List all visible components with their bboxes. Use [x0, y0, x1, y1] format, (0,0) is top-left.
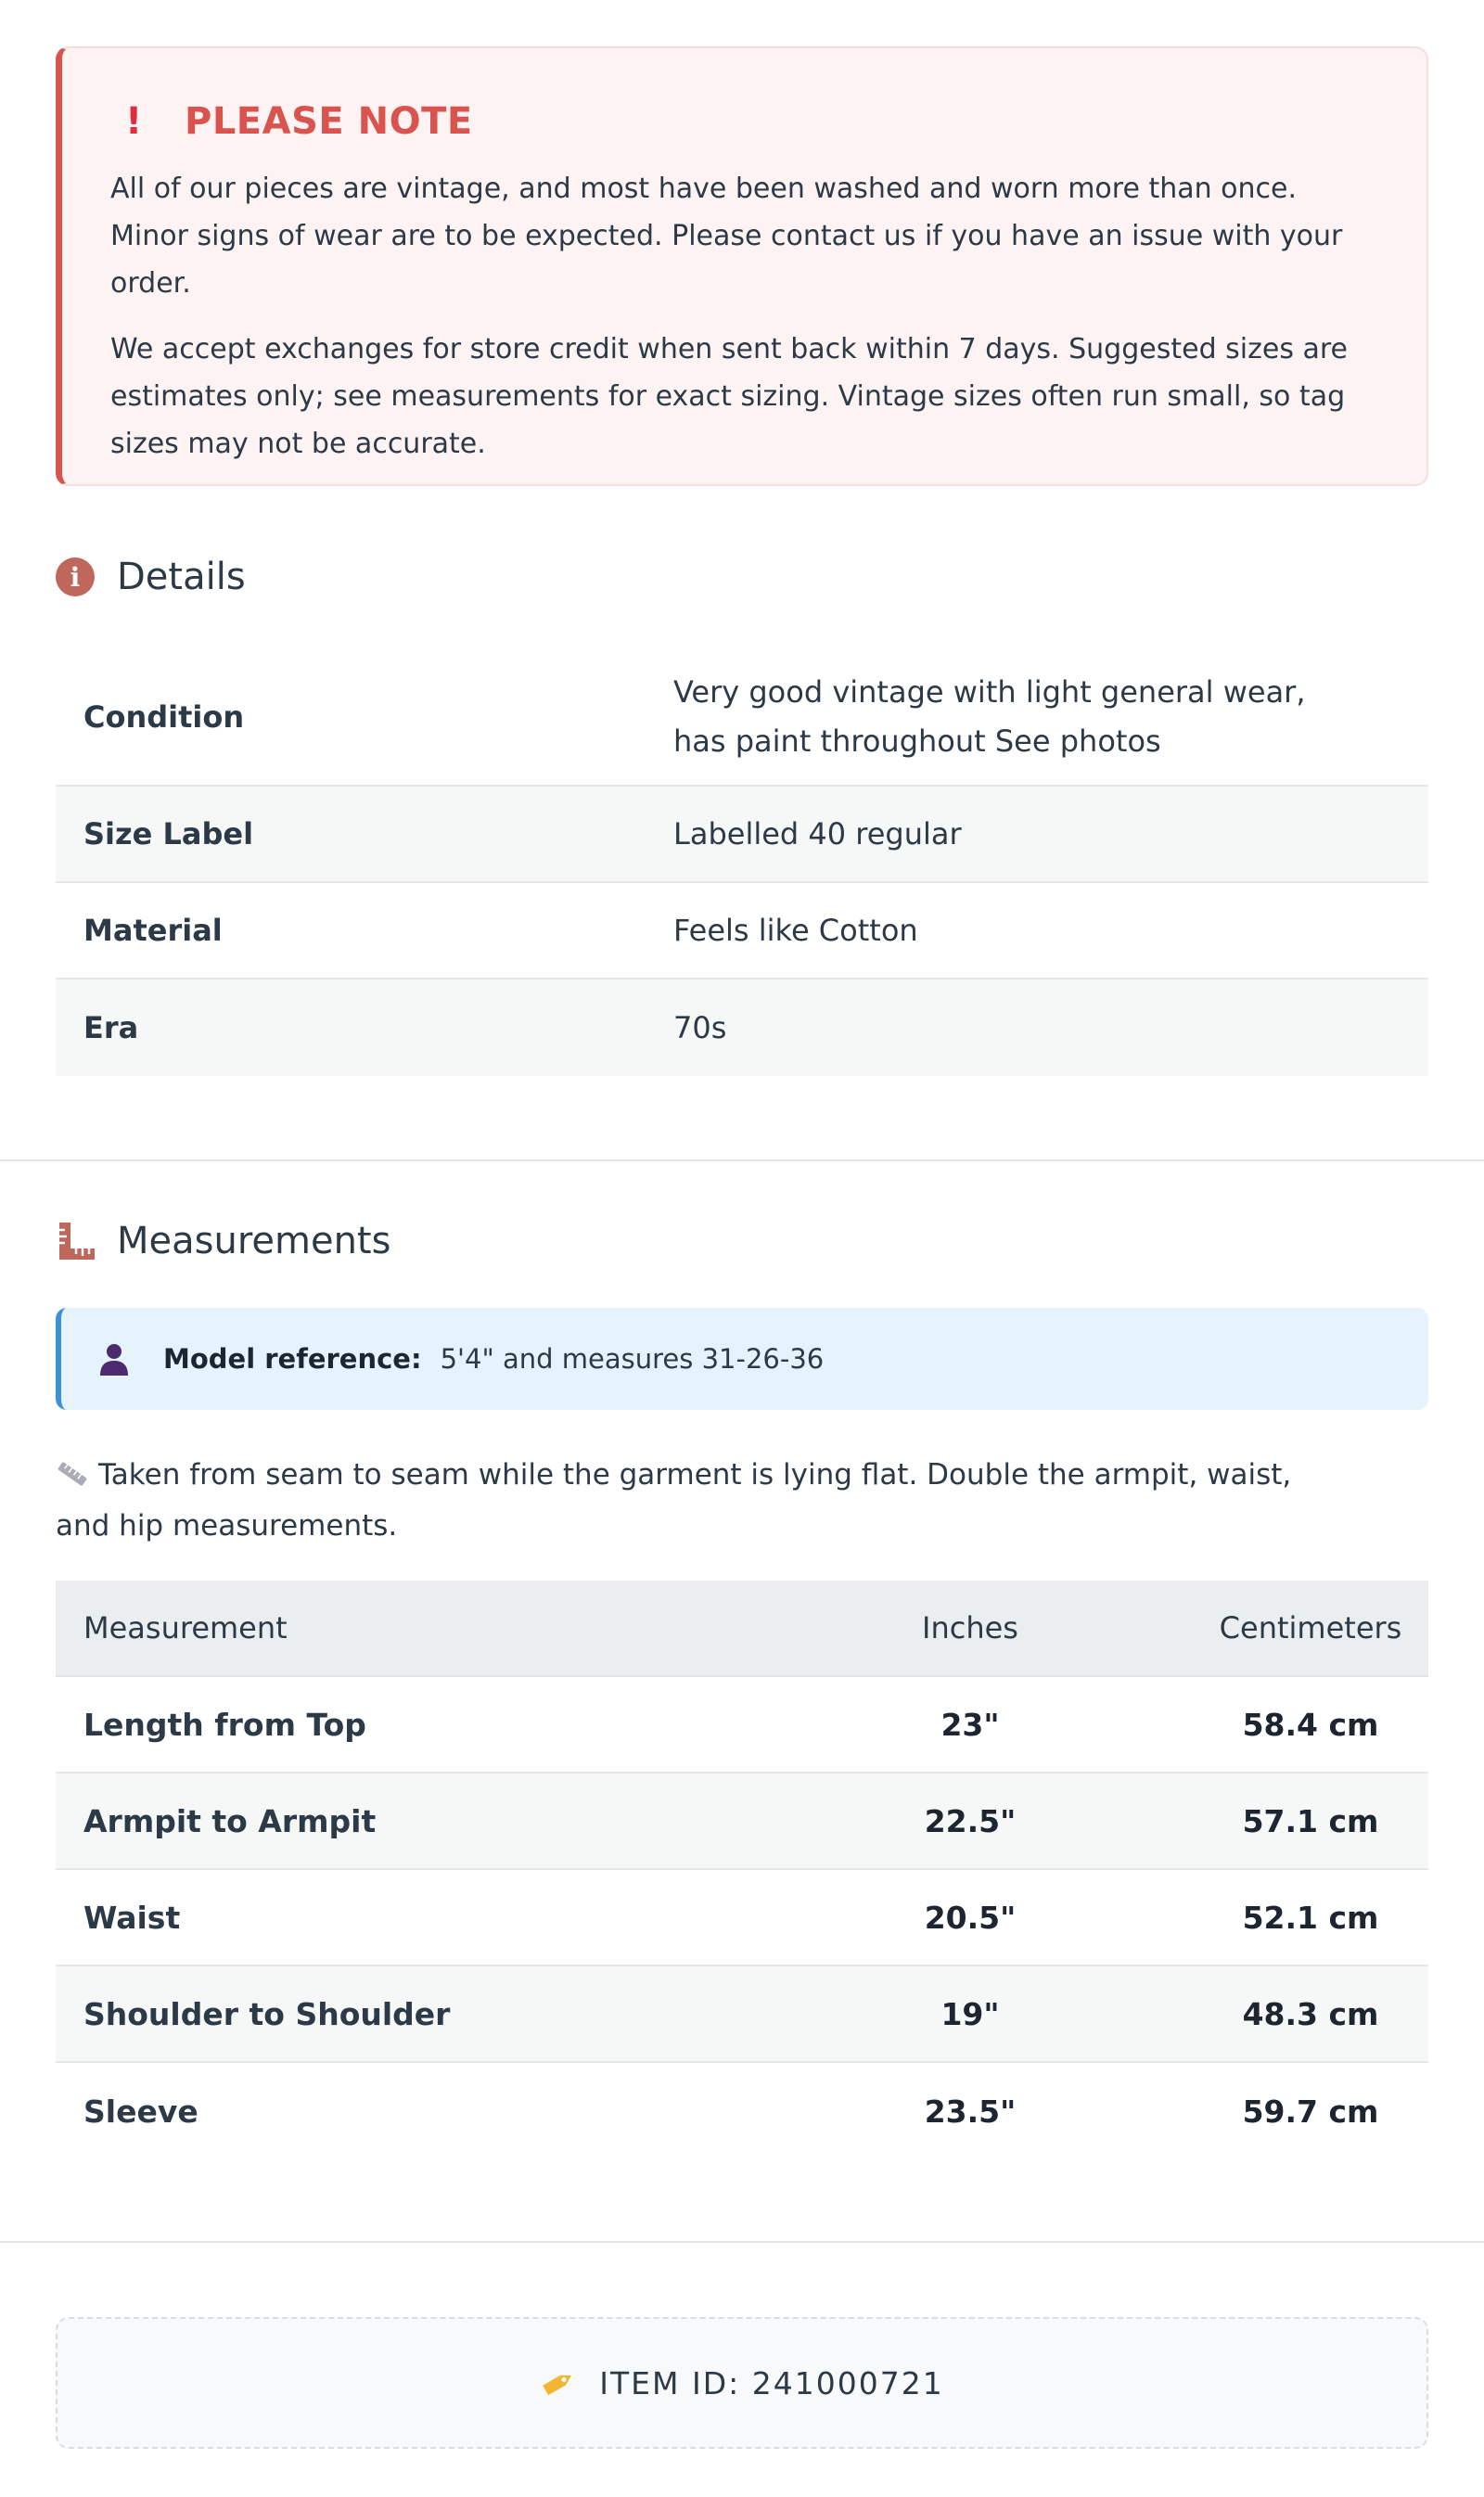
exclamation-icon: ! — [125, 100, 143, 143]
details-title: Details — [117, 556, 246, 598]
details-row-size-label — [56, 787, 1428, 883]
table-row — [56, 1774, 1428, 1870]
table-row — [56, 1677, 1428, 1774]
details-heading — [56, 549, 246, 605]
measurement-name: Sleeve — [83, 2093, 198, 2130]
measurement-cm: 58.4 cm — [1242, 1706, 1379, 1743]
measurement-cm: 57.1 cm — [1242, 1802, 1379, 1839]
item-id-label: ITEM ID: 241000721 — [599, 2364, 944, 2401]
ruler-icon — [56, 1455, 89, 1503]
measurement-name: Waist — [83, 1899, 181, 1936]
model-reference-box — [56, 1308, 1428, 1410]
details-row-material — [56, 883, 1428, 980]
measurement-cm: 59.7 cm — [1242, 2093, 1379, 2130]
note-title: PLEASE NOTE — [185, 100, 473, 143]
table-row — [56, 1870, 1428, 1966]
section-divider — [0, 1159, 1484, 1161]
details-label: Size Label — [83, 816, 254, 852]
details-value: Very good vintage with light general wear, has paint throughout See photos — [673, 674, 1306, 759]
details-value: Labelled 40 regular — [673, 815, 962, 852]
measurements-heading — [56, 1213, 390, 1269]
model-reference-label: Model reference: — [163, 1343, 422, 1375]
item-id-box — [56, 2317, 1428, 2449]
column-header-centimeters: Centimeters — [1219, 1610, 1402, 1645]
measurement-inches: 20.5" — [924, 1899, 1017, 1936]
model-reference-value: 5'4" and measures 31-26-36 — [440, 1343, 825, 1375]
details-value: Feels like Cotton — [673, 912, 918, 948]
measurement-inches: 19" — [940, 1995, 1000, 2032]
details-row-condition — [56, 649, 1428, 787]
measurements-title: Measurements — [117, 1220, 391, 1262]
measurement-table — [56, 1581, 1428, 2159]
person-icon — [98, 1342, 163, 1376]
note-paragraph: All of our pieces are vintage, and most have been washed and worn more than once. Minor signs of wear are to be expected. Please contact us if you have an issue with your order. — [110, 173, 1343, 300]
tag-icon — [540, 2366, 577, 2400]
details-table — [56, 649, 1428, 1076]
measurement-name: Armpit to Armpit — [83, 1802, 377, 1839]
column-header-inches: Inches — [922, 1610, 1018, 1645]
measurement-name: Shoulder to Shoulder — [83, 1995, 451, 2032]
measurement-inches: 23" — [940, 1706, 1000, 1743]
table-row — [56, 2063, 1428, 2159]
measurement-cm: 48.3 cm — [1242, 1995, 1379, 2032]
column-header-measurement: Measurement — [83, 1610, 288, 1645]
note-title-row — [110, 102, 1378, 141]
measurement-cm: 52.1 cm — [1242, 1899, 1379, 1936]
details-label: Condition — [83, 699, 245, 735]
measurement-name: Length from Top — [83, 1706, 366, 1743]
details-label: Material — [83, 913, 223, 948]
info-icon: i — [56, 557, 117, 596]
details-row-era — [56, 980, 1428, 1076]
table-header-row — [56, 1581, 1428, 1677]
details-value: 70s — [673, 1009, 727, 1045]
ruler-icon — [56, 1221, 117, 1261]
please-note-box — [56, 46, 1428, 486]
measurement-inches: 22.5" — [924, 1802, 1017, 1839]
measurement-note — [56, 1452, 1354, 1550]
measurement-note-text: Taken from seam to seam while the garment is lying flat. Double the armpit, waist, and hip measurements. — [56, 1458, 1292, 1543]
details-label: Era — [83, 1010, 139, 1045]
section-divider — [0, 2241, 1484, 2243]
measurement-inches: 23.5" — [924, 2093, 1017, 2130]
note-paragraph: We accept exchanges for store credit when sent back within 7 days. Suggested sizes are estimates only; see measurements for exact sizing. Vintage sizes often run small, so tag sizes may not be accurate. — [110, 333, 1349, 460]
table-row — [56, 1966, 1428, 2063]
